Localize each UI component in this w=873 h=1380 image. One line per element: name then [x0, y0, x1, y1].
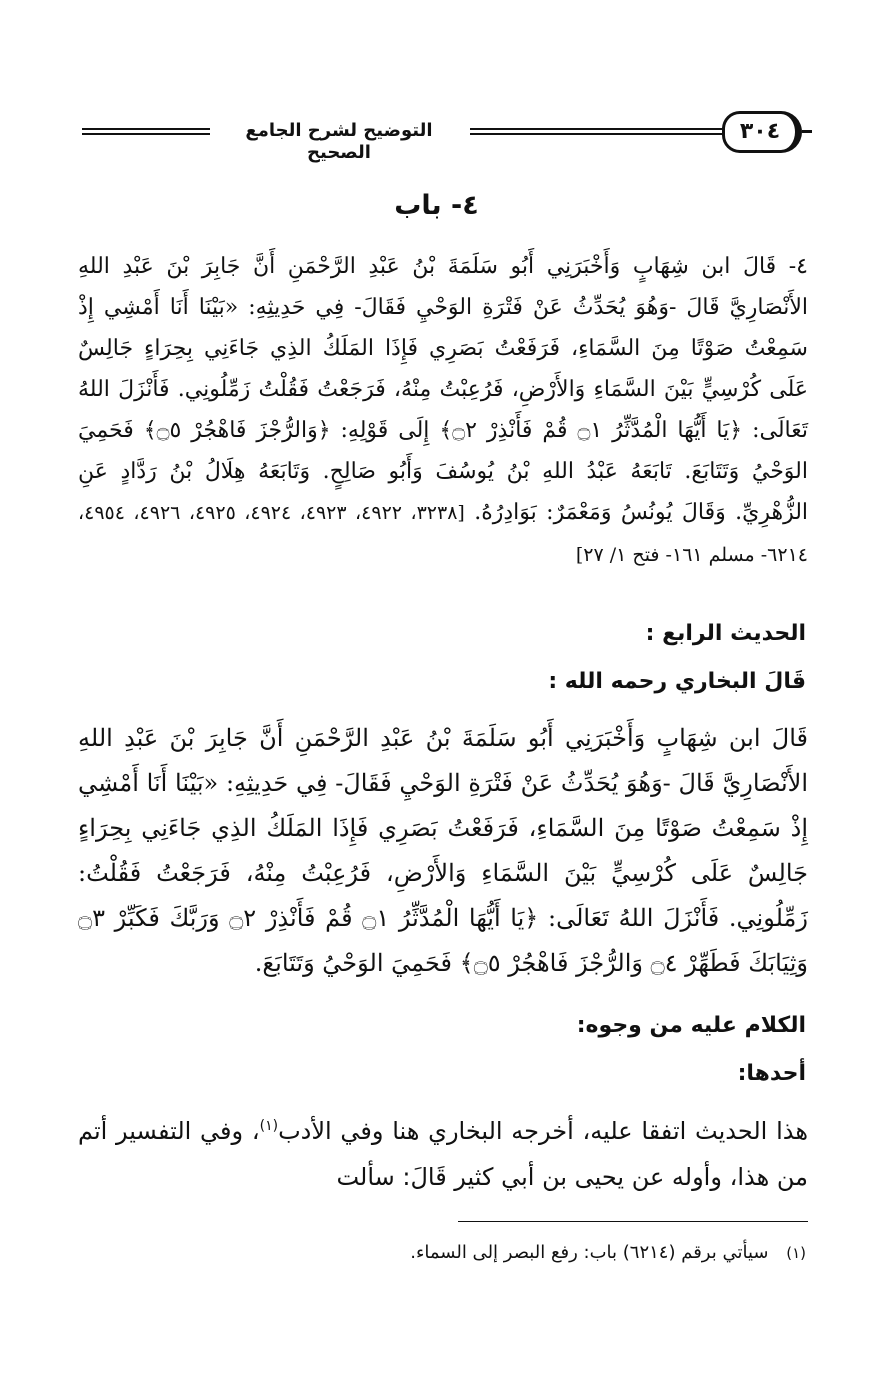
footnote-marker: (١) [259, 1118, 279, 1134]
commentary-text-start: هذا الحديث اتفقا عليه، أخرجه البخاري هنا وفي الأدب [278, 1117, 808, 1145]
footnote [78, 1238, 806, 1268]
page-number-frame [722, 111, 802, 153]
first-point-heading: أحدها: [737, 1061, 806, 1086]
running-header [82, 108, 807, 163]
section-heading: الحديث الرابع : [645, 621, 806, 646]
hadith-references: [٣٢٣٨، ٤٩٢٢، ٤٩٢٣، ٤٩٢٤، ٤٩٢٥، ٤٩٢٦، ٤٩٥٤، ٦٢١٤- مسلم ١٦١- فتح ١/ ٢٧] [78, 502, 808, 566]
chapter-heading: ٤- باب [394, 190, 479, 221]
header-rule-right [470, 128, 725, 135]
commentary-paragraph [78, 1108, 808, 1200]
header-rule-tip [802, 130, 812, 133]
hadith-text-block [78, 246, 808, 576]
repeated-hadith-text: قَالَ ابن شِهَابٍ وَأَخْبَرَنِي أَبُو سَلَمَةَ بْنُ عَبْدِ الرَّحْمَنِ أَنَّ جَابِرَ بْنَ عَبْدِ اللهِ الأَنْصَارِيَّ قَالَ -وَهُوَ يُحَدِّثُ عَنْ فَتْرَةِ الوَحْيِ فَقَالَ- فِي حَدِيثِهِ: «بَيْنَا أَنَا أَمْشِي إِذْ سَمِعْتُ صَوْتًا مِنَ السَّمَاءِ، فَرَفَعْتُ بَصَرِي فَإِذَا المَلَكُ الذِي جَاءَنِي بِحِرَاءٍ جَالِسٌ عَلَى كُرْسِيٍّ بَيْنَ السَّمَاءِ وَالأَرْضِ، فَرُعِبْتُ مِنْهُ، فَرَجَعْتُ فَقُلْتُ: زَمِّلُونِي. فَأَنْزَلَ اللهُ تَعَالَى: ﴿يَا أَيُّهَا الْمُدَّثِّرُ ۝١ قُمْ فَأَنْذِرْ ۝٢ وَرَبَّكَ فَكَبِّرْ ۝٣ وَثِيَابَكَ فَطَهِّرْ ۝٤ وَالرُّجْزَ فَاهْجُرْ ۝٥﴾ فَحَمِيَ الوَحْيُ وَتَتَابَعَ. [78, 724, 808, 977]
book-title: التوضيح لشرح الجامع الصحيح [245, 120, 433, 163]
footnote-text: سيأتي برقم (٦٢١٤) باب: رفع البصر إلى السماء. [410, 1242, 769, 1263]
footnote-separator [458, 1221, 808, 1222]
page-number: ٣٠٤ [739, 119, 781, 144]
header-rule-left [82, 128, 210, 135]
commentary-heading: الكلام عليه من وجوه: [576, 1013, 806, 1038]
footnote-number: (١) [786, 1244, 806, 1262]
bukhari-intro: قَالَ البخاري رحمه الله : [548, 669, 806, 694]
commentary-text-end: ، وفي التفسير أتم من هذا، وأوله عن يحيى بن أبي كثير قَالَ: سألت [78, 1117, 808, 1191]
hadith-text: ٤- قَالَ ابن شِهَابٍ وَأَخْبَرَنِي أَبُو سَلَمَةَ بْنُ عَبْدِ الرَّحْمَنِ أَنَّ جَابِرَ بْنَ عَبْدِ اللهِ الأَنْصَارِيَّ قَالَ -وَهُوَ يُحَدِّثُ عَنْ فَتْرَةِ الوَحْيِ فَقَالَ- فِي حَدِيثِهِ: «بَيْنَا أَنَا أَمْشِي إِذْ سَمِعْتُ صَوْتًا مِنَ السَّمَاءِ، فَرَفَعْتُ بَصَرِي فَإِذَا المَلَكُ الذِي جَاءَنِي بِحِرَاءٍ جَالِسٌ عَلَى كُرْسِيٍّ بَيْنَ السَّمَاءِ وَالأَرْضِ، فَرُعِبْتُ مِنْهُ، فَرَجَعْتُ فَقُلْتُ زَمِّلُونِي. فَأَنْزَلَ اللهُ تَعَالَى: ﴿يَا أَيُّهَا الْمُدَّثِّرُ ۝١ قُمْ فَأَنْذِرْ ۝٢﴾ إِلَى قَوْلِهِ: ﴿وَالرُّجْزَ فَاهْجُرْ ۝٥﴾ فَحَمِيَ الوَحْيُ وَتَتَابَعَ. تَابَعَهُ عَبْدُ اللهِ بْنُ يُوسُفَ وَأَبُو صَالِحٍ. وَتَابَعَهُ هِلَالُ بْنُ رَدَّادٍ عَنِ الزُّهْرِيِّ. وَقَالَ يُونُسُ وَمَعْمَرٌ: بَوَادِرُهُ. [78, 254, 809, 525]
